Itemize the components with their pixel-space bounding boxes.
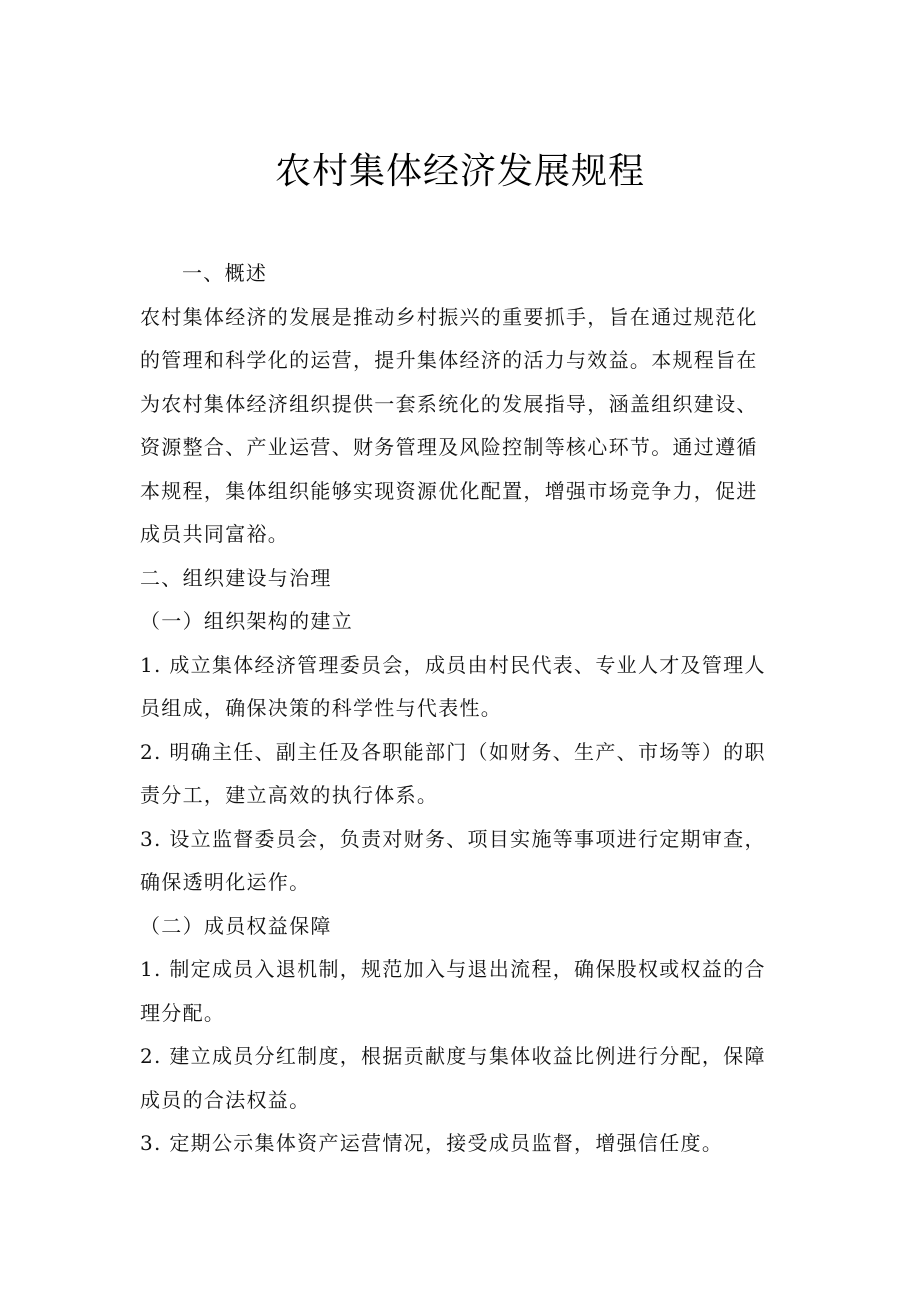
- list-item-line: 2. 明确主任、副主任及各职能部门（如财务、生产、市场等）的职: [140, 739, 766, 764]
- list-item-line: 确保透明化运作。: [140, 870, 311, 894]
- section-heading-overview: 一、概述: [182, 261, 268, 285]
- subsection-heading-rights: （二）成员权益保障: [140, 913, 332, 938]
- list-item-line: 成员的合法权益。: [140, 1087, 311, 1112]
- list-item-line: 1. 成立集体经济管理委员会，成员由村民代表、专业人才及管理人: [140, 652, 766, 677]
- paragraph-line: 成员共同富裕。: [140, 522, 290, 546]
- paragraph-line: 为农村集体经济组织提供一套系统化的发展指导，涵盖组织建设、: [140, 391, 758, 416]
- list-item-line: 理分配。: [140, 1000, 226, 1025]
- document-body: [140, 252, 780, 1166]
- document-title: 农村集体经济发展规程: [274, 151, 645, 192]
- paragraph-line: 的管理和科学化的运营，提升集体经济的活力与效益。本规程旨在: [140, 348, 758, 372]
- list-item-line: 2. 建立成员分红制度，根据贡献度与集体收益比例进行分配，保障: [140, 1044, 766, 1068]
- paragraph-line: 本规程，集体组织能够实现资源优化配置，增强市场竞争力，促进: [140, 478, 758, 503]
- list-item-line: 3. 定期公示集体资产运营情况，接受成员监督，增强信任度。: [140, 1131, 724, 1155]
- list-item-line: 1. 制定成员入退机制，规范加入与退出流程，确保股权或权益的合: [140, 957, 766, 981]
- list-item-line: 员组成，确保决策的科学性与代表性。: [140, 696, 503, 720]
- paragraph-line: 资源整合、产业运营、财务管理及风险控制等核心环节。通过遵循: [140, 435, 758, 459]
- list-item-line: 责分工，建立高效的执行体系。: [140, 783, 439, 807]
- paragraph-line: 农村集体经济的发展是推动乡村振兴的重要抓手，旨在通过规范化: [140, 304, 758, 329]
- section-heading-organization: 二、组织建设与治理: [140, 565, 332, 590]
- list-item-line: 3. 设立监督委员会，负责对财务、项目实施等事项进行定期审查，: [140, 826, 766, 851]
- subsection-heading-structure: （一）组织架构的建立: [140, 609, 353, 633]
